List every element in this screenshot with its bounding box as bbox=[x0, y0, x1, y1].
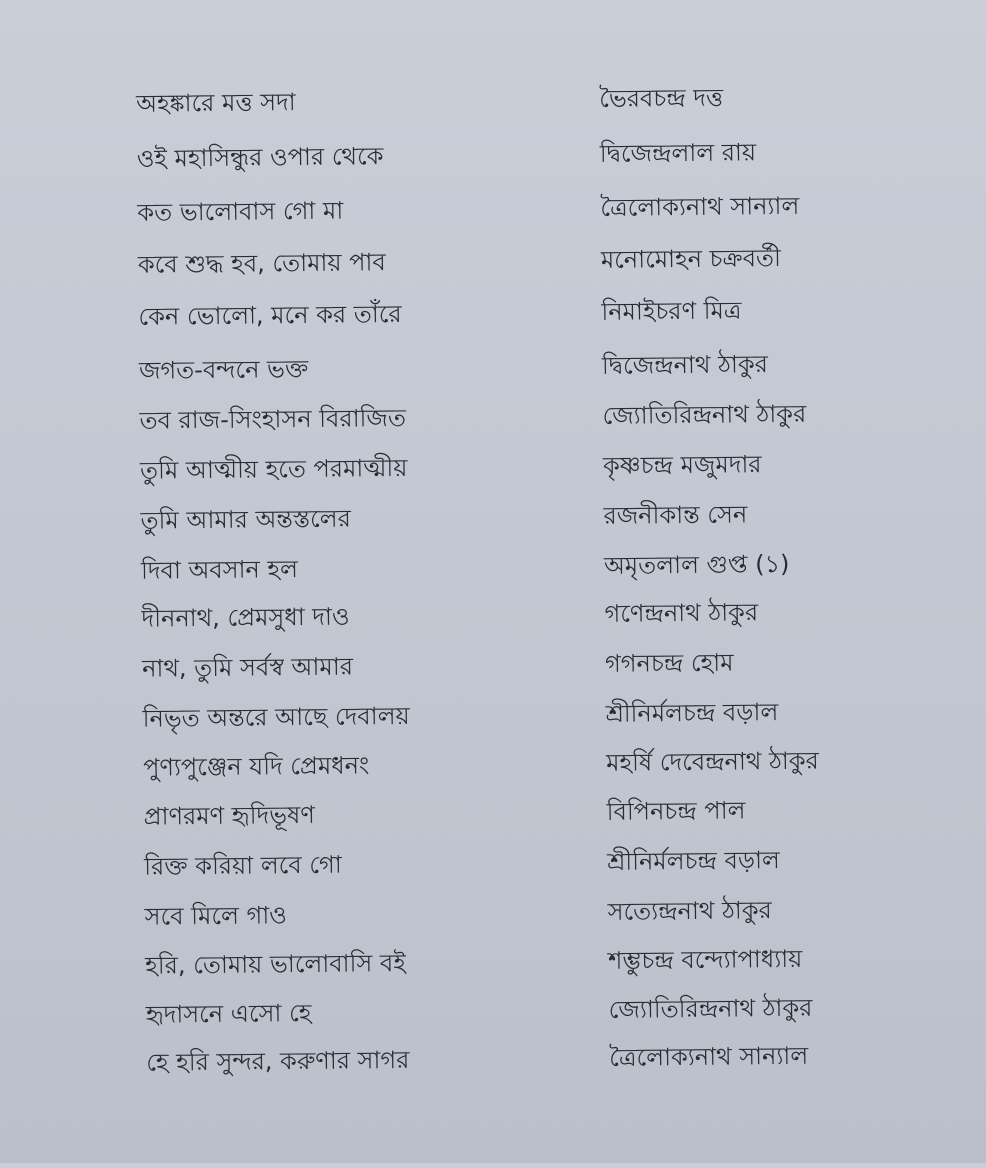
song-title: রিক্ত করিয়া লবে গো bbox=[144, 850, 342, 881]
song-author: গণেন্দ্রনাথ ঠাকুর bbox=[604, 598, 759, 628]
list-item bbox=[1, 541, 986, 593]
list-item bbox=[4, 837, 986, 889]
song-title: দীননাথ, প্রেমসুধা দাও bbox=[141, 602, 350, 633]
list-item bbox=[0, 235, 984, 287]
song-author: সত্যেন্দ্রনাথ ঠাকুর bbox=[607, 896, 772, 926]
song-title: ওই মহাসিন্ধুর ওপার থেকে bbox=[136, 142, 384, 173]
song-author: ত্রৈলোক্যনাথ সান্যাল bbox=[609, 1041, 809, 1072]
song-author: ত্রৈলোক্যনাথ সান্যাল bbox=[600, 191, 800, 222]
list-item bbox=[0, 183, 984, 235]
list-item bbox=[2, 689, 986, 741]
list-item bbox=[0, 341, 985, 393]
list-item bbox=[3, 738, 986, 790]
song-title: তুমি আমার অন্তস্তলের bbox=[140, 504, 351, 535]
list-item bbox=[5, 936, 986, 988]
song-author: শম্ভুচন্দ্র বন্দ্যোপাধ্যায় bbox=[608, 944, 803, 975]
list-item bbox=[4, 887, 986, 939]
song-title: জগত-বন্দনে ভক্ত bbox=[138, 354, 309, 385]
list-item bbox=[6, 1033, 986, 1085]
song-author: বিপিনচন্দ্র পাল bbox=[606, 796, 746, 826]
song-author: দ্বিজেন্দ্রলাল রায় bbox=[599, 138, 757, 168]
song-author: গগনচন্দ্র হোম bbox=[604, 648, 734, 678]
song-title: হে হরি সুন্দর, করুণার সাগর bbox=[146, 1045, 410, 1077]
song-title: পুণ্যপুঞ্জেন যদি প্রেমধনং bbox=[143, 751, 370, 782]
list-item bbox=[0, 441, 986, 493]
song-author: জ্যোতিরিন্দ্রনাথ ঠাকুর bbox=[602, 399, 807, 430]
song-title: কবে শুদ্ধ হব, তোমায় পাব bbox=[137, 248, 386, 279]
list-item bbox=[3, 787, 986, 839]
song-title: অহঙ্কারে মত্ত সদা bbox=[136, 88, 296, 118]
song-author: দ্বিজেন্দ্রনাথ ঠাকুর bbox=[601, 350, 769, 380]
song-title: নিভৃত অন্তরে আছে দেবালয় bbox=[142, 701, 410, 733]
song-author: মনোমোহন চক্রবর্তী bbox=[600, 243, 781, 274]
song-author: শ্রীনির্মলচন্দ্র বড়াল bbox=[605, 698, 779, 728]
song-author: জ্যোতিরিন্দ্রনাথ ঠাকুর bbox=[608, 993, 813, 1024]
list-item bbox=[0, 129, 983, 181]
song-title: কেন ভোলো, মনে কর তাঁরে bbox=[138, 299, 402, 331]
song-title: নাথ, তুমি সর্বস্ব আমার bbox=[141, 652, 354, 683]
song-author: মহর্ষি দেবেন্দ্রনাথ ঠাকুর bbox=[605, 746, 819, 777]
song-author: ভৈরবচন্দ্র দত্ত bbox=[599, 83, 724, 113]
song-author: রজনীকান্ত সেন bbox=[603, 500, 748, 530]
song-title: তুমি আত্মীয় হতে পরমাত্মীয় bbox=[139, 453, 408, 485]
song-author: কৃষ্ণচন্দ্র মজুমদার bbox=[602, 450, 762, 480]
song-title: প্রাণরমণ হৃদিভূষণ bbox=[143, 800, 315, 831]
song-author: অমৃতলাল গুপ্ত (১) bbox=[603, 549, 790, 580]
list-item bbox=[6, 985, 986, 1037]
song-title: হরি, তোমায় ভালোবাসি বই bbox=[145, 948, 406, 980]
song-author: নিমাইচরণ মিত্র bbox=[601, 296, 742, 326]
list-item bbox=[0, 391, 986, 443]
song-title: দিবা অবসান হল bbox=[140, 555, 299, 585]
song-title: কত ভালোবাস গো মা bbox=[137, 196, 344, 227]
song-title: সবে মিলে গাও bbox=[144, 901, 288, 931]
list-item bbox=[2, 639, 986, 691]
list-item bbox=[0, 74, 982, 126]
song-author: শ্রীনির্মলচন্দ্র বড়াল bbox=[607, 846, 780, 876]
list-item bbox=[1, 589, 986, 641]
list-item bbox=[0, 287, 985, 339]
song-title: তব রাজ-সিংহাসন বিরাজিত bbox=[139, 403, 407, 435]
song-title: হৃদাসনে এসো হে bbox=[145, 998, 312, 1029]
list-item bbox=[0, 491, 986, 543]
